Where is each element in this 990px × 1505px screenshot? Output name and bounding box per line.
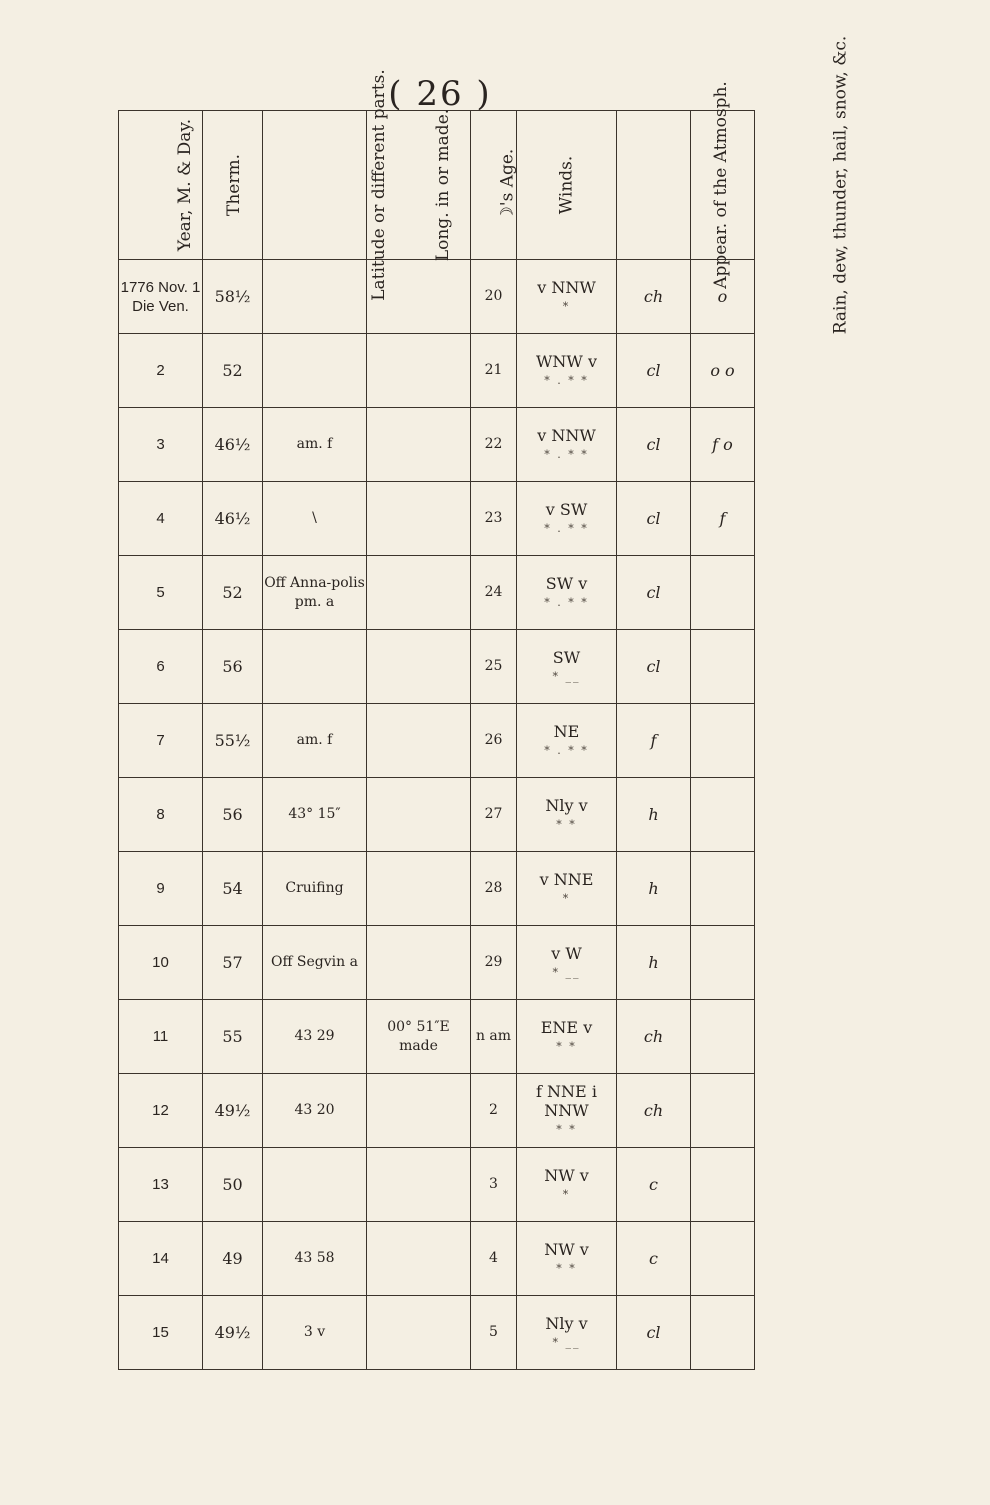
cell-date: 11 — [119, 1000, 203, 1074]
wind-marks: * __ — [552, 1335, 581, 1349]
cell-atmosphere: ch — [617, 1000, 691, 1074]
cell-date: 15 — [119, 1296, 203, 1370]
wind-marks: * * — [556, 817, 577, 831]
cell-latitude: 43 20 — [263, 1074, 367, 1148]
wind-marks: * __ — [552, 965, 581, 979]
cell-rain — [691, 630, 755, 704]
cell-date: 7 — [119, 704, 203, 778]
cell-winds: v NNW * — [517, 260, 617, 334]
header-atmosphere: Appear. of the Atmosph. — [617, 111, 691, 260]
cell-moon-age: 20 — [471, 260, 517, 334]
wind-marks: * . * * — [544, 595, 589, 609]
cell-date: 3 — [119, 408, 203, 482]
cell-date: 8 — [119, 778, 203, 852]
cell-latitude — [263, 1148, 367, 1222]
cell-winds: v SW * . * * — [517, 482, 617, 556]
wind-marks: * . * * — [544, 373, 589, 387]
cell-winds: v NNW * . * * — [517, 408, 617, 482]
cell-moon-age: 25 — [471, 630, 517, 704]
header-rain: Rain, dew, thunder, hail, snow, &c. — [691, 111, 755, 260]
wind-marks: * __ — [552, 669, 581, 683]
cell-therm: 55 — [203, 1000, 263, 1074]
cell-date: 14 — [119, 1222, 203, 1296]
cell-therm: 56 — [203, 630, 263, 704]
cell-therm: 52 — [203, 334, 263, 408]
cell-date: 10 — [119, 926, 203, 1000]
cell-rain — [691, 1222, 755, 1296]
header-longitude: Long. in or made. — [367, 111, 471, 260]
cell-therm: 56 — [203, 778, 263, 852]
cell-latitude: \ — [263, 482, 367, 556]
cell-winds: WNW v * . * * — [517, 334, 617, 408]
cell-moon-age: 26 — [471, 704, 517, 778]
cell-rain — [691, 852, 755, 926]
wind-marks: * — [562, 891, 571, 905]
cell-rain: o o — [691, 334, 755, 408]
cell-date: 5 — [119, 556, 203, 630]
table-row — [119, 1222, 755, 1296]
cell-therm: 46½ — [203, 408, 263, 482]
cell-longitude — [367, 630, 471, 704]
cell-winds: NW v * * — [517, 1222, 617, 1296]
cell-moon-age: 29 — [471, 926, 517, 1000]
cell-atmosphere: ch — [617, 1074, 691, 1148]
cell-rain — [691, 556, 755, 630]
header-row — [119, 111, 755, 260]
cell-moon-age: 22 — [471, 408, 517, 482]
cell-latitude: 3 v — [263, 1296, 367, 1370]
cell-therm: 50 — [203, 1148, 263, 1222]
wind-marks: * — [562, 299, 571, 313]
cell-therm: 46½ — [203, 482, 263, 556]
cell-latitude: 43 58 — [263, 1222, 367, 1296]
cell-atmosphere: cl — [617, 556, 691, 630]
wind-marks: * * — [556, 1261, 577, 1275]
cell-longitude — [367, 1148, 471, 1222]
cell-winds: SW * __ — [517, 630, 617, 704]
weather-log-table — [118, 35, 851, 1370]
cell-winds: Nly v * __ — [517, 1296, 617, 1370]
cell-therm: 49½ — [203, 1074, 263, 1148]
header-moon-age: ☽'s Age. — [471, 111, 517, 260]
wind-marks: * — [562, 1187, 571, 1201]
cell-atmosphere: cl — [617, 334, 691, 408]
cell-therm: 52 — [203, 556, 263, 630]
cell-date: 13 — [119, 1148, 203, 1222]
table-row — [119, 1074, 755, 1148]
cell-atmosphere: cl — [617, 482, 691, 556]
cell-longitude: 00° 51″E made — [367, 1000, 471, 1074]
cell-longitude — [367, 408, 471, 482]
cell-date: 1776 Nov. 1 Die Ven. — [119, 260, 203, 334]
table-row — [119, 260, 755, 334]
cell-therm: 57 — [203, 926, 263, 1000]
table-row — [119, 852, 755, 926]
table-row — [119, 1148, 755, 1222]
cell-moon-age: 3 — [471, 1148, 517, 1222]
table-row — [119, 482, 755, 556]
cell-rain — [691, 1000, 755, 1074]
cell-winds: v NNE * — [517, 852, 617, 926]
cell-longitude — [367, 852, 471, 926]
cell-atmosphere: cl — [617, 408, 691, 482]
header-winds: Winds. — [517, 111, 617, 260]
cell-latitude — [263, 334, 367, 408]
cell-latitude: 43° 15″ — [263, 778, 367, 852]
cell-winds: NE * . * * — [517, 704, 617, 778]
cell-latitude: 43 29 — [263, 1000, 367, 1074]
cell-rain — [691, 1148, 755, 1222]
cell-rain: f o — [691, 408, 755, 482]
cell-latitude: Off Anna-polis pm. a — [263, 556, 367, 630]
cell-winds: NW v * — [517, 1148, 617, 1222]
cell-latitude: Off Segvin a — [263, 926, 367, 1000]
cell-rain — [691, 704, 755, 778]
cell-winds: Nly v * * — [517, 778, 617, 852]
cell-moon-age: 27 — [471, 778, 517, 852]
cell-moon-age: n am — [471, 1000, 517, 1074]
cell-therm: 58½ — [203, 260, 263, 334]
cell-longitude — [367, 1222, 471, 1296]
cell-winds: f NNE i NNW * * — [517, 1074, 617, 1148]
page-number: ( 26 ) — [388, 74, 492, 114]
cell-atmosphere: cl — [617, 630, 691, 704]
cell-date: 9 — [119, 852, 203, 926]
cell-longitude — [367, 556, 471, 630]
cell-winds: v W * __ — [517, 926, 617, 1000]
table-row — [119, 778, 755, 852]
table-row — [119, 408, 755, 482]
cell-rain — [691, 1074, 755, 1148]
cell-moon-age: 23 — [471, 482, 517, 556]
header-date: Year, M. & Day. — [119, 111, 203, 260]
wind-marks: * . * * — [544, 743, 589, 757]
cell-rain — [691, 926, 755, 1000]
cell-moon-age: 21 — [471, 334, 517, 408]
wind-marks: * * — [556, 1123, 577, 1136]
cell-date: 2 — [119, 334, 203, 408]
cell-longitude — [367, 778, 471, 852]
cell-moon-age: 28 — [471, 852, 517, 926]
cell-date: 6 — [119, 630, 203, 704]
cell-atmosphere: h — [617, 778, 691, 852]
table-row — [119, 1296, 755, 1370]
cell-latitude — [263, 260, 367, 334]
cell-winds: ENE v * * — [517, 1000, 617, 1074]
cell-therm: 54 — [203, 852, 263, 926]
cell-rain — [691, 1296, 755, 1370]
cell-latitude: am. f — [263, 704, 367, 778]
cell-moon-age: 4 — [471, 1222, 517, 1296]
table-row — [119, 926, 755, 1000]
cell-moon-age: 24 — [471, 556, 517, 630]
cell-atmosphere: ch — [617, 260, 691, 334]
cell-therm: 55½ — [203, 704, 263, 778]
cell-moon-age: 5 — [471, 1296, 517, 1370]
cell-winds: SW v * . * * — [517, 556, 617, 630]
cell-rain: f — [691, 482, 755, 556]
cell-latitude — [263, 630, 367, 704]
cell-atmosphere: c — [617, 1148, 691, 1222]
cell-atmosphere: h — [617, 926, 691, 1000]
table-row — [119, 704, 755, 778]
cell-atmosphere: c — [617, 1222, 691, 1296]
cell-atmosphere: h — [617, 852, 691, 926]
table-row — [119, 630, 755, 704]
cell-longitude — [367, 1296, 471, 1370]
cell-date: 4 — [119, 482, 203, 556]
cell-longitude — [367, 704, 471, 778]
cell-therm: 49½ — [203, 1296, 263, 1370]
cell-rain — [691, 778, 755, 852]
cell-longitude — [367, 482, 471, 556]
cell-therm: 49 — [203, 1222, 263, 1296]
cell-atmosphere: cl — [617, 1296, 691, 1370]
wind-marks: * * — [556, 1039, 577, 1053]
wind-marks: * . * * — [544, 521, 589, 535]
wind-marks: * . * * — [544, 447, 589, 461]
table-row — [119, 556, 755, 630]
cell-atmosphere: f — [617, 704, 691, 778]
table-row — [119, 1000, 755, 1074]
cell-longitude — [367, 1074, 471, 1148]
header-therm: Therm. — [203, 111, 263, 260]
table-row — [119, 334, 755, 408]
cell-rain: o — [691, 260, 755, 334]
cell-date: 12 — [119, 1074, 203, 1148]
cell-longitude — [367, 926, 471, 1000]
cell-latitude: Cruifing — [263, 852, 367, 926]
header-latitude: Latitude or different parts. — [263, 111, 367, 260]
cell-moon-age: 2 — [471, 1074, 517, 1148]
cell-longitude — [367, 334, 471, 408]
cell-latitude: am. f — [263, 408, 367, 482]
